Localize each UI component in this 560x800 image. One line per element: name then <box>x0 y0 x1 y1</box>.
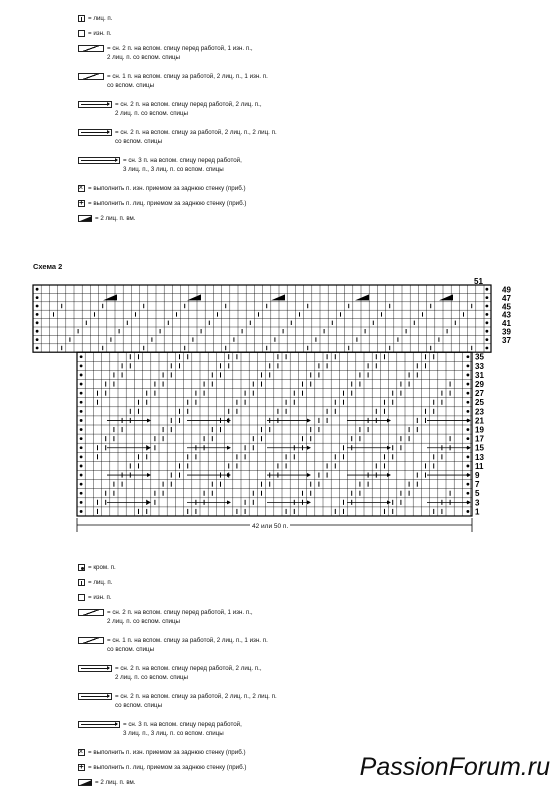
k2tog-icon <box>78 779 92 786</box>
cable-arrow-head <box>147 446 151 450</box>
row-number: 49 <box>502 285 511 295</box>
legend-item-cable-2x2-front: = сн. 2 п. на вспом. спицу перед работой, 2 лиц. п., 2 лиц. п. со вспом. спицы <box>78 100 277 118</box>
row-number: 9 <box>475 471 480 480</box>
edge-stitch-mark <box>467 465 470 468</box>
chart-title: Схема 2 <box>33 262 63 271</box>
legend-item-purl: = изн. п. <box>78 593 277 602</box>
row-number: 43 <box>502 310 511 320</box>
row-number: 5 <box>475 489 480 499</box>
legend-item-knit: = лиц. п. <box>78 14 277 23</box>
edge-stitch-mark <box>467 510 470 513</box>
legend-item-cable-2-front: = сн. 2 п. на вспом. спицу перед работой, 1 изн. п., 2 лиц. п. со вспом. спицы <box>78 44 277 62</box>
cable-2x2-back-icon <box>78 693 112 700</box>
legend-item-purl-tbl: = выполнить п. изн. приемом за заднюю стенку (приб.) <box>78 748 277 757</box>
knit-tbl-icon <box>78 764 85 771</box>
legend-item-cable-1-back: = сн. 1 п. на вспом. спицу за работой, 2 лиц. п., 1 изн. п. со вспом. спицы <box>78 636 277 654</box>
edge-stitch-mark <box>80 492 83 495</box>
row-number: 3 <box>475 498 480 508</box>
edge-stitch-mark <box>467 455 470 458</box>
edge-stitch-mark <box>36 347 39 350</box>
edge-stitch-mark <box>467 401 470 404</box>
knit-icon <box>78 579 85 586</box>
row-number: 11 <box>475 461 484 471</box>
edge-stitch-mark <box>486 330 489 333</box>
cable-arrow-head <box>147 418 151 422</box>
row-number: 51 <box>474 277 483 286</box>
row-number: 7 <box>475 480 480 490</box>
legend-item-cable-3x3-front: = сн. 3 п. на вспом. спицу перед работой, 3 лиц. п., 3 лиц. п. со вспом. спицы <box>78 720 277 738</box>
edge-stitch-mark <box>467 355 470 358</box>
row-number: 13 <box>475 452 484 462</box>
edge-stitch-mark <box>36 296 39 299</box>
edge-stitch-mark <box>486 313 489 316</box>
cable-3x3-front-icon <box>78 721 120 728</box>
legend-item-cable-3x3-front: = сн. 3 п. на вспом. спицу перед работой, 3 лиц. п., 3 лиц. п. со вспом. спицы <box>78 156 277 174</box>
cable-arrow-head <box>147 473 151 477</box>
row-number: 33 <box>475 361 484 371</box>
cable-arrow-head <box>307 473 311 477</box>
k2tog-mark <box>187 294 201 300</box>
edge-stitch-mark <box>80 419 83 422</box>
legend-item-k2tog: = 2 лиц. п. вм. <box>78 778 277 787</box>
edge-stitch-mark <box>486 296 489 299</box>
edge-stitch-mark <box>80 410 83 413</box>
cable-arrow-head <box>387 500 391 504</box>
k2tog-mark <box>439 294 453 300</box>
edge-stitch-mark <box>80 437 83 440</box>
edge-stitch-mark <box>36 313 39 316</box>
edge-stitch-mark <box>80 483 83 486</box>
legend-item-k2tog: = 2 лиц. п. вм. <box>78 214 277 223</box>
edge-stitch-mark <box>80 428 83 431</box>
edge-stitch-mark <box>36 321 39 324</box>
edge-stitch-mark <box>80 465 83 468</box>
edge-stitch-mark <box>486 338 489 341</box>
legend-item-cable-2-front: = сн. 2 п. на вспом. спицу перед работой, 1 изн. п., 2 лиц. п. со вспом. спицы <box>78 608 277 626</box>
purl-icon <box>78 594 85 601</box>
row-number: 17 <box>475 434 484 444</box>
edge-stitch-mark <box>467 492 470 495</box>
row-number: 15 <box>475 443 484 453</box>
watermark: PassionForum.ru <box>359 753 550 781</box>
row-number: 35 <box>475 352 484 362</box>
edge-stitch-mark <box>80 364 83 367</box>
edge-stitch-mark <box>36 288 39 291</box>
edge-stitch-mark <box>80 474 83 477</box>
edge-stitch-mark <box>36 338 39 341</box>
row-number: 31 <box>475 370 484 380</box>
k2tog-mark <box>355 294 369 300</box>
edge-stitch-mark <box>36 305 39 308</box>
legend-item-purl: = изн. п. <box>78 29 277 38</box>
row-number: 41 <box>502 319 511 329</box>
row-number: 29 <box>475 380 484 389</box>
legend-item-cable-1-back: = сн. 1 п. на вспом. спицу за работой, 2 лиц. п., 1 изн. п. со вспом. спицы <box>78 72 277 90</box>
edge-stitch-mark <box>467 410 470 413</box>
row-number: 45 <box>502 302 511 312</box>
stitch-count-label: 42 или 50 п. <box>252 523 289 530</box>
edge-stitch-mark <box>80 392 83 395</box>
row-number: 27 <box>475 389 484 399</box>
legend-item-cable-2x2-back: = сн. 2 п. на вспом. спицу за работой, 2 лиц. п., 2 лиц. п. со вспом. спицы <box>78 128 277 146</box>
edge-stitch-mark <box>467 437 470 440</box>
row-number: 25 <box>475 398 484 408</box>
edge-stitch-mark <box>486 288 489 291</box>
cable-arrow-head <box>387 473 391 477</box>
cable-arrow-head <box>147 500 151 504</box>
row-number: 37 <box>502 335 511 345</box>
cable-arrow-head <box>307 446 311 450</box>
edge-stitch-mark <box>80 401 83 404</box>
edge-stitch-mark <box>80 501 83 504</box>
edge-stitch-mark <box>467 428 470 431</box>
edge-stitch-mark <box>80 455 83 458</box>
edge-stitch-mark <box>80 510 83 513</box>
cable-arrow-head <box>227 446 231 450</box>
legend-item-edge: = кром. п. <box>78 563 277 572</box>
bottom-legend <box>78 563 277 787</box>
cable-2x2-front-icon <box>78 665 112 672</box>
edge-stitch-mark <box>467 392 470 395</box>
cable-arrow-head <box>387 418 391 422</box>
edge-stitch-mark <box>486 305 489 308</box>
edge-stitch-mark <box>486 321 489 324</box>
cable-arrow-head <box>387 446 391 450</box>
legend-item-knit: = лиц. п. <box>78 578 277 587</box>
cable-2-front-icon <box>78 609 104 616</box>
k2tog-mark <box>271 294 285 300</box>
row-number: 23 <box>475 407 484 417</box>
edge-stitch-mark <box>80 383 83 386</box>
edge-stitch-mark <box>36 330 39 333</box>
cable-arrow-head <box>307 418 311 422</box>
cable-arrow-head <box>227 500 231 504</box>
row-number: 21 <box>475 416 484 426</box>
row-number: 19 <box>475 425 484 435</box>
edge-stitch-icon <box>78 564 85 571</box>
edge-stitch-mark <box>467 383 470 386</box>
edge-stitch-mark <box>80 374 83 377</box>
edge-stitch-mark <box>467 364 470 367</box>
row-number: 39 <box>502 327 511 337</box>
legend-item-cable-2x2-front: = сн. 2 п. на вспом. спицу перед работой, 2 лиц. п., 2 лиц. п. со вспом. спицы <box>78 664 277 682</box>
legend-item-purl-tbl: = выполнить п. изн. приемом за заднюю стенку (приб.) <box>78 184 277 193</box>
edge-stitch-mark <box>80 355 83 358</box>
legend-item-knit-tbl: = выполнить п. лиц. приемом за заднюю стенку (приб.) <box>78 199 277 208</box>
row-number: 1 <box>475 507 480 517</box>
edge-stitch-mark <box>467 483 470 486</box>
legend-item-knit-tbl: = выполнить п. лиц. приемом за заднюю стенку (приб.) <box>78 763 277 772</box>
legend-item-cable-2x2-back: = сн. 2 п. на вспом. спицу за работой, 2 лиц. п., 2 лиц. п. со вспом. спицы <box>78 692 277 710</box>
edge-stitch-mark <box>80 446 83 449</box>
edge-stitch-mark <box>486 347 489 350</box>
cable-1-back-icon <box>78 637 104 644</box>
edge-stitch-mark <box>467 374 470 377</box>
row-number: 47 <box>502 293 511 303</box>
purl-tbl-icon <box>78 749 85 756</box>
cable-arrow-head <box>307 500 311 504</box>
